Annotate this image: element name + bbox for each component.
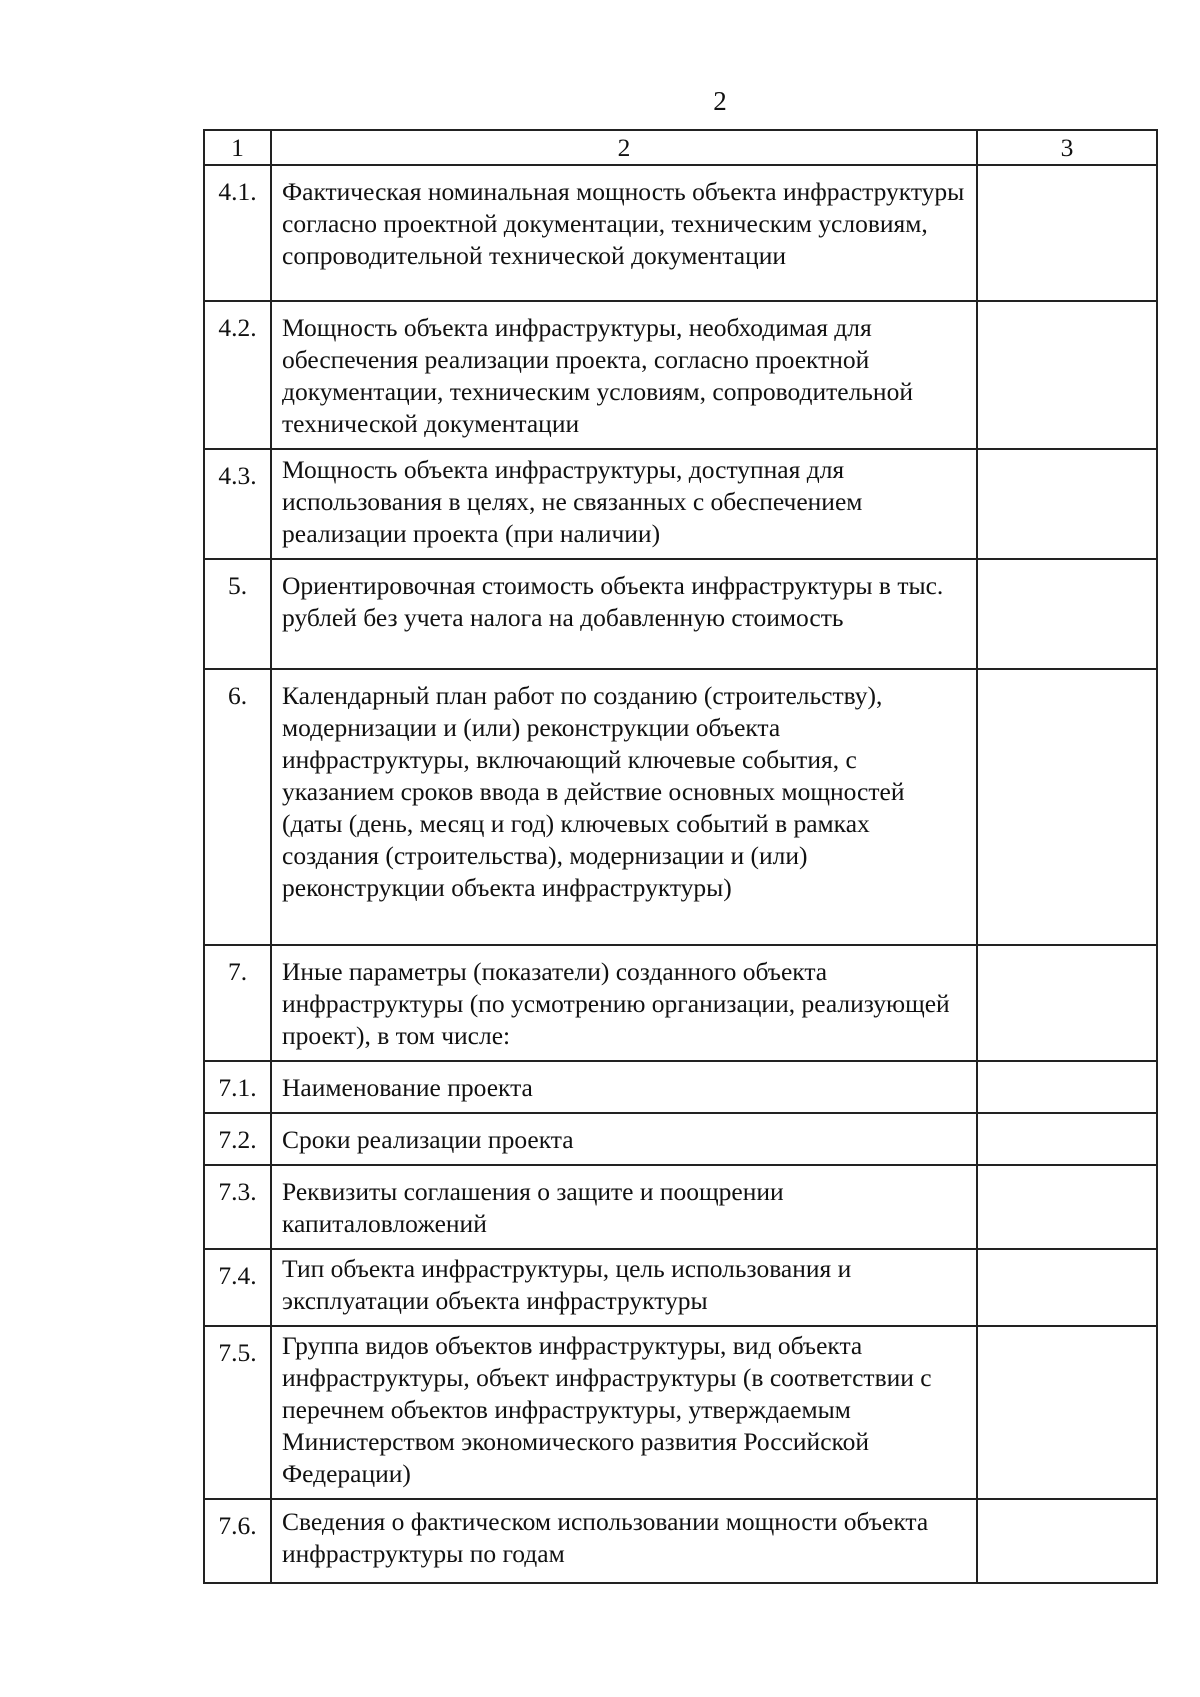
row-number: 7.2. [204, 1113, 271, 1165]
row-value [977, 301, 1157, 449]
table-header-row [204, 130, 1157, 165]
row-text: Мощность объекта инфраструктуры, доступная для использования в целях, не связанных с обеспечением реализации проекта (при наличии) [271, 449, 977, 559]
row-value [977, 945, 1157, 1061]
column-header-3: 3 [977, 130, 1157, 165]
table-row [204, 165, 1157, 301]
row-value [977, 669, 1157, 945]
table-row [204, 1113, 1157, 1165]
table-row [204, 1061, 1157, 1113]
row-text: Наименование проекта [271, 1061, 977, 1113]
row-number: 7.1. [204, 1061, 271, 1113]
parameters-table [203, 129, 1158, 1584]
row-value [977, 1113, 1157, 1165]
row-value [977, 1326, 1157, 1499]
column-header-1: 1 [204, 130, 271, 165]
row-text: Фактическая номинальная мощность объекта инфраструктуры согласно проектной документации, техническим условиям, сопроводительной технической документации [271, 165, 977, 301]
row-value [977, 559, 1157, 669]
column-header-2: 2 [271, 130, 977, 165]
row-value [977, 165, 1157, 301]
table-row [204, 1326, 1157, 1499]
table-row [204, 1499, 1157, 1583]
row-text: Реквизиты соглашения о защите и поощрении капиталовложений [271, 1165, 977, 1249]
table-row [204, 449, 1157, 559]
table-row [204, 669, 1157, 945]
row-text: Сроки реализации проекта [271, 1113, 977, 1165]
row-number: 7.3. [204, 1165, 271, 1249]
row-number: 4.2. [204, 301, 271, 449]
row-text: Тип объекта инфраструктуры, цель использования и эксплуатации объекта инфраструктуры [271, 1249, 977, 1326]
row-text: Календарный план работ по созданию (строительству), модернизации и (или) реконструкции объекта инфраструктуры, включающий ключевые события, с указанием сроков ввода в действие основных мощностей (даты (день, месяц и год) ключевых событий в рамках создания (строительства), модернизации и (или) реконструкции объекта инфраструктуры) [271, 669, 977, 945]
row-text: Группа видов объектов инфраструктуры, вид объекта инфраструктуры, объект инфраструктуры (в соответствии с перечнем объектов инфраструктуры, утверждаемым Министерством экономического развития Российской Федерации) [271, 1326, 977, 1499]
row-number: 7. [204, 945, 271, 1061]
table-row [204, 301, 1157, 449]
row-value [977, 449, 1157, 559]
row-value [977, 1499, 1157, 1583]
row-text: Сведения о фактическом использовании мощности объекта инфраструктуры по годам [271, 1499, 977, 1583]
table-row [204, 559, 1157, 669]
row-value [977, 1165, 1157, 1249]
row-text: Ориентировочная стоимость объекта инфраструктуры в тыс. рублей без учета налога на добавленную стоимость [271, 559, 977, 669]
row-number: 7.4. [204, 1249, 271, 1326]
row-number: 6. [204, 669, 271, 945]
row-value [977, 1061, 1157, 1113]
row-value [977, 1249, 1157, 1326]
row-number: 5. [204, 559, 271, 669]
table-row [204, 945, 1157, 1061]
page-number: 2 [713, 86, 727, 116]
row-number: 7.6. [204, 1499, 271, 1583]
row-number: 7.5. [204, 1326, 271, 1499]
table-row [204, 1249, 1157, 1326]
table-row [204, 1165, 1157, 1249]
row-text: Мощность объекта инфраструктуры, необходимая для обеспечения реализации проекта, согласно проектной документации, техническим условиям, сопроводительной технической документации [271, 301, 977, 449]
row-number: 4.1. [204, 165, 271, 301]
row-text: Иные параметры (показатели) созданного объекта инфраструктуры (по усмотрению организации, реализующей проект), в том числе: [271, 945, 977, 1061]
row-number: 4.3. [204, 449, 271, 559]
